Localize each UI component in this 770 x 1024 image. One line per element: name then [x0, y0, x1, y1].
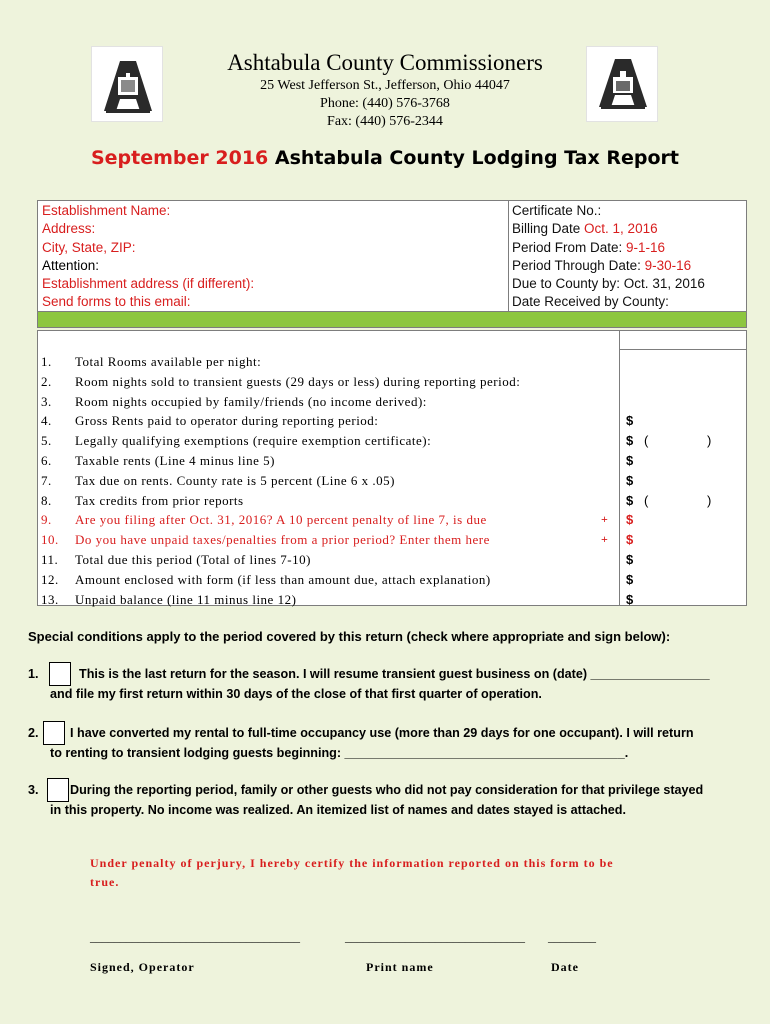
plus-sign: +	[601, 532, 609, 547]
line-description: Unpaid balance (line 11 minus line 12)	[75, 591, 297, 607]
tax-line-row	[38, 392, 746, 412]
line-description: Amount enclosed with form (if less than amount due, attach explanation)	[75, 571, 491, 587]
tax-line-row	[38, 352, 746, 372]
city-state-zip-field[interactable]: City, State, ZIP:	[42, 239, 136, 255]
option-text: to renting to transient lodging guests beginning: ________________________________________.	[50, 746, 629, 760]
option-number: 2.	[28, 726, 39, 740]
amount-field[interactable]: $	[626, 453, 634, 468]
date-received-field[interactable]: Date Received by County:	[512, 294, 669, 310]
print-name-label: Print name	[366, 960, 434, 974]
org-name: Ashtabula County Commissioners	[227, 50, 543, 75]
paren-close: )	[707, 433, 712, 449]
line-description: Tax credits from prior reports	[75, 492, 244, 508]
billing-date-label: Billing Date	[512, 221, 585, 237]
family-guests-checkbox[interactable]	[47, 778, 69, 802]
full-time-conversion-checkbox[interactable]	[43, 721, 65, 745]
option-number: 3.	[28, 783, 39, 797]
tax-line-row	[38, 471, 746, 491]
org-fax: Fax: (440) 576-2344	[327, 114, 443, 129]
last-return-checkbox[interactable]	[49, 662, 71, 686]
amount-field[interactable]: $	[626, 591, 634, 607]
line-number: 10.	[41, 532, 59, 548]
line-description: Gross Rents paid to operator during reporting period:	[75, 413, 379, 429]
amount-field[interactable]: $	[626, 552, 634, 567]
email-field[interactable]: Send forms to this email:	[42, 294, 191, 310]
report-title-month: September 2016	[90, 147, 269, 169]
org-address: 25 West Jefferson St., Jefferson, Ohio 44047	[260, 78, 510, 93]
line-number: 7.	[41, 472, 52, 488]
period-from-value: 9-1-16	[626, 239, 666, 255]
special-conditions-title: Special conditions apply to the period covered by this return (check where appropriate and sign below):	[28, 629, 671, 644]
amount-field[interactable]: $	[626, 492, 634, 508]
attention-field[interactable]: Attention:	[42, 257, 100, 273]
line-number: 11.	[41, 552, 59, 567]
line-number: 13.	[41, 591, 59, 607]
line-number: 5.	[41, 433, 52, 449]
tax-line-row	[38, 530, 746, 550]
green-separator-bar	[38, 311, 746, 327]
tax-line-row	[38, 491, 746, 511]
line-number: 3.	[41, 393, 52, 409]
line-description: Room nights sold to transient guests (29 days or less) during reporting period:	[75, 373, 521, 389]
line-description: Room nights occupied by family/friends (no income derived):	[75, 393, 427, 409]
billing-date-value: Oct. 1, 2016	[584, 221, 658, 237]
line-description: Are you filing after Oct. 31, 2016? A 10 percent penalty of line 7, is due	[75, 512, 487, 528]
org-phone: Phone: (440) 576-3768	[320, 96, 450, 111]
line-description: Tax due on rents. County rate is 5 percent (Line 6 x .05)	[75, 472, 396, 488]
option-number: 1.	[28, 667, 39, 681]
line-number: 4.	[41, 413, 52, 429]
amount-field[interactable]: $	[626, 571, 634, 587]
option-text: in this property. No income was realized. An itemized list of names and dates stayed is attached.	[50, 803, 626, 817]
tax-line-row	[38, 431, 746, 451]
period-fields	[512, 202, 705, 312]
line-number: 9.	[41, 512, 52, 528]
certification-text: true.	[90, 875, 120, 889]
report-title	[0, 147, 770, 169]
tax-line-row	[38, 590, 746, 610]
amount-field[interactable]: $	[626, 413, 634, 429]
paren-close: )	[707, 492, 712, 508]
line-description: Taxable rents (Line 4 minus line 5)	[75, 453, 275, 468]
certificate-field[interactable]: Certificate No.:	[512, 203, 602, 218]
option-text: I have converted my rental to full-time occupancy use (more than 29 days for one occupant). I will return	[70, 726, 694, 740]
amount-field[interactable]: $	[626, 532, 634, 548]
billing-date	[512, 220, 705, 238]
establishment-fields	[42, 202, 254, 312]
alt-address-field[interactable]: Establishment address (if different):	[42, 276, 255, 292]
due-date: Due to County by: Oct. 31, 2016	[512, 276, 705, 292]
option-text: This is the last return for the season. I will resume transient guest business on (date) _________________	[79, 667, 710, 681]
period-through-value: 9-30-16	[644, 257, 692, 273]
line-description: Do you have unpaid taxes/penalties from a prior period? Enter them here	[75, 532, 490, 548]
line-description: Total Rooms available per night:	[75, 354, 262, 369]
establishment-info-table	[37, 200, 747, 328]
amount-field[interactable]: $	[626, 433, 634, 449]
tax-line-row	[38, 570, 746, 590]
period-from-date	[512, 239, 705, 257]
tax-line-row	[38, 372, 746, 392]
address-field[interactable]: Address:	[42, 221, 96, 237]
plus-sign: +	[601, 512, 609, 527]
period-through-label: Period Through Date:	[512, 257, 645, 273]
period-from-label: Period From Date:	[512, 239, 627, 255]
line-description: Legally qualifying exemptions (require exemption certificate):	[75, 433, 432, 449]
date-label: Date	[551, 960, 579, 974]
period-through-date	[512, 257, 705, 275]
tax-line-row	[38, 510, 746, 530]
tax-line-row	[38, 411, 746, 431]
date-line[interactable]: ________	[548, 930, 596, 944]
certification-text: Under penalty of perjury, I hereby certify the information reported on this form to be	[90, 856, 614, 870]
amount-field[interactable]: $	[626, 472, 634, 488]
line-number: 1.	[41, 354, 52, 369]
option-text: and file my first return within 30 days of the close of that first quarter of operation.	[50, 687, 542, 701]
print-name-line[interactable]: ______________________________	[345, 930, 525, 944]
line-number: 2.	[41, 373, 52, 389]
option-text: During the reporting period, family or other guests who did not pay consideration for that privilege stayed	[70, 783, 704, 797]
tax-line-row	[38, 550, 746, 570]
paren-open: (	[644, 492, 649, 508]
amount-field[interactable]: $	[626, 512, 634, 528]
line-number: 6.	[41, 453, 52, 468]
line-description: Total due this period (Total of lines 7-10)	[75, 552, 311, 567]
line-number: 12.	[41, 571, 59, 587]
perjury-certification	[90, 854, 614, 892]
report-title-main: Ashtabula County Lodging Tax Report	[268, 147, 679, 169]
line-number: 8.	[41, 492, 52, 508]
tax-lines-table	[37, 330, 747, 606]
establishment-name-field[interactable]: Establishment Name:	[42, 203, 171, 218]
signature-label: Signed, Operator	[90, 960, 195, 974]
paren-open: (	[644, 433, 649, 449]
signature-line[interactable]: ___________________________________	[90, 930, 300, 944]
tax-line-row	[38, 451, 746, 471]
